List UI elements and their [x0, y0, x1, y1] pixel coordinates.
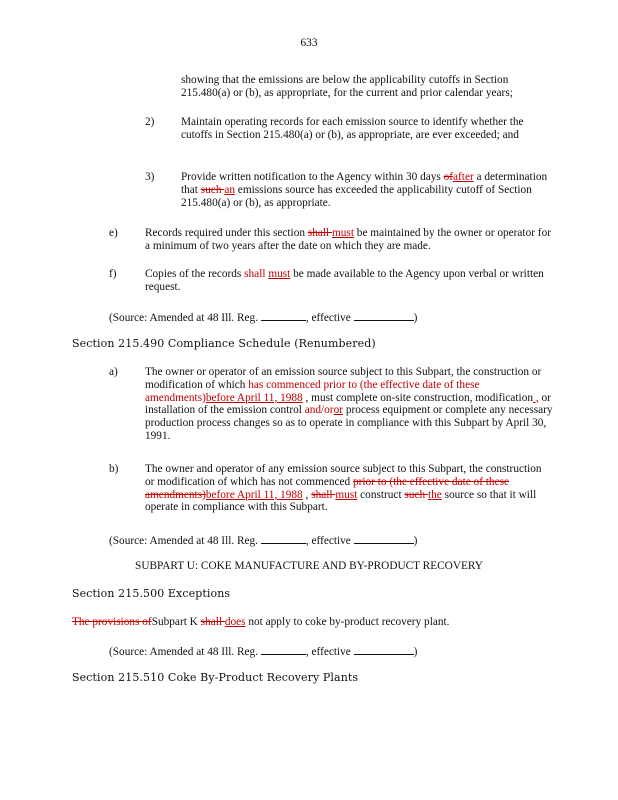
page-number: 633: [300, 37, 318, 49]
blank-line: [261, 644, 306, 655]
inserted-text: before April 11, 1988: [205, 488, 303, 501]
item-2-text: Maintain operating records for each emission source to identify whether the cutoffs in Section 215.480(a) or (b), as appropriate, are ever exceeded; and: [181, 116, 524, 141]
deleted-text: such: [404, 488, 428, 501]
item-f-number: f): [109, 268, 117, 280]
inserted-text: must: [332, 227, 354, 239]
blank-line: [354, 310, 414, 321]
inserted-text: ,: [533, 391, 539, 404]
section-heading-510: Section 215.510 Coke By-Product Recovery Plants: [72, 671, 359, 684]
item-b-number: b): [109, 463, 119, 475]
blank-line: [354, 644, 414, 655]
item-2-number: 2): [145, 116, 155, 128]
item-a-text: The owner or operator of an emission source subject to this Subpart, the construction or modification of which has commenced prior to (the effective date of these amendments)before April 11, 1988 , must complete on-site construction, modification , or installation of the emission control and/oror process equipment or complete any necessary production process changes so as to operate in compliance with this Subpart by April 30, 1991.: [145, 366, 553, 442]
section-heading-500: Section 215.500 Exceptions: [72, 587, 231, 600]
inserted-text: must: [268, 268, 291, 280]
inserted-text: does: [224, 616, 246, 628]
item-a-number: a): [109, 366, 118, 378]
exceptions-text: The provisions ofSubpart K shall does not apply to coke by-product recovery plant.: [72, 616, 450, 628]
continued-item-text: showing that the emissions are below the applicability cutoffs in Section 215.480(a) or (b), as appropriate, for the current and prior calendar years;: [181, 74, 513, 99]
deleted-text: shall: [200, 616, 225, 628]
item-e-text: Records required under this section shall must be maintained by the owner or operator for a minimum of two years after the date on which they are made.: [145, 227, 551, 252]
inserted-text: before April 11, 1988: [205, 391, 303, 404]
item-b-text: The owner and operator of any emission source subject to this Subpart, the construction or modification of which has not commenced prior to (the effective date of these amendments)before April 11, 1988 , shall must construct such the source so that it will operate in compliance with this Subpart.: [145, 463, 542, 514]
source-note: (Source: Amended at 48 Ill. Reg. , effective ): [109, 646, 418, 658]
inserted-text: after: [453, 171, 474, 183]
highlighted-text: shall: [244, 268, 269, 280]
inserted-text: the: [427, 488, 442, 501]
section-heading-490: Section 215.490 Compliance Schedule (Renumbered): [72, 337, 376, 350]
deleted-text: of: [443, 171, 454, 183]
highlighted-text: has commenced prior to (the effective date of these amendments): [145, 378, 480, 404]
deleted-text: prior to (the effective date of these amendments): [145, 475, 509, 501]
deleted-text: shall: [311, 488, 336, 501]
inserted-text: an: [224, 183, 235, 196]
source-note: (Source: Amended at 48 Ill. Reg. , effective ): [109, 312, 418, 324]
subpart-heading: SUBPART U: COKE MANUFACTURE AND BY-PRODUCT RECOVERY: [135, 560, 483, 572]
blank-line: [261, 310, 306, 321]
item-3-number: 3): [145, 171, 155, 183]
blank-line: [354, 533, 414, 544]
blank-line: [261, 533, 306, 544]
source-note: (Source: Amended at 48 Ill. Reg. , effective ): [109, 535, 418, 547]
highlighted-text: and/or: [304, 404, 334, 417]
deleted-text: shall: [307, 227, 332, 239]
deleted-text: such: [200, 183, 225, 196]
inserted-text: or: [333, 404, 343, 417]
inserted-text: must: [335, 488, 358, 501]
item-e-number: e): [109, 227, 118, 239]
item-3-text: Provide written notification to the Agency within 30 days ofafter a determination that such an emissions source has exceeded the applicability cutoff of Section 215.480(a) or (b), as appropriate.: [181, 171, 548, 209]
deleted-text: The provisions of: [72, 616, 152, 628]
item-f-text: Copies of the records shall must be made available to the Agency upon verbal or written request.: [145, 268, 544, 293]
